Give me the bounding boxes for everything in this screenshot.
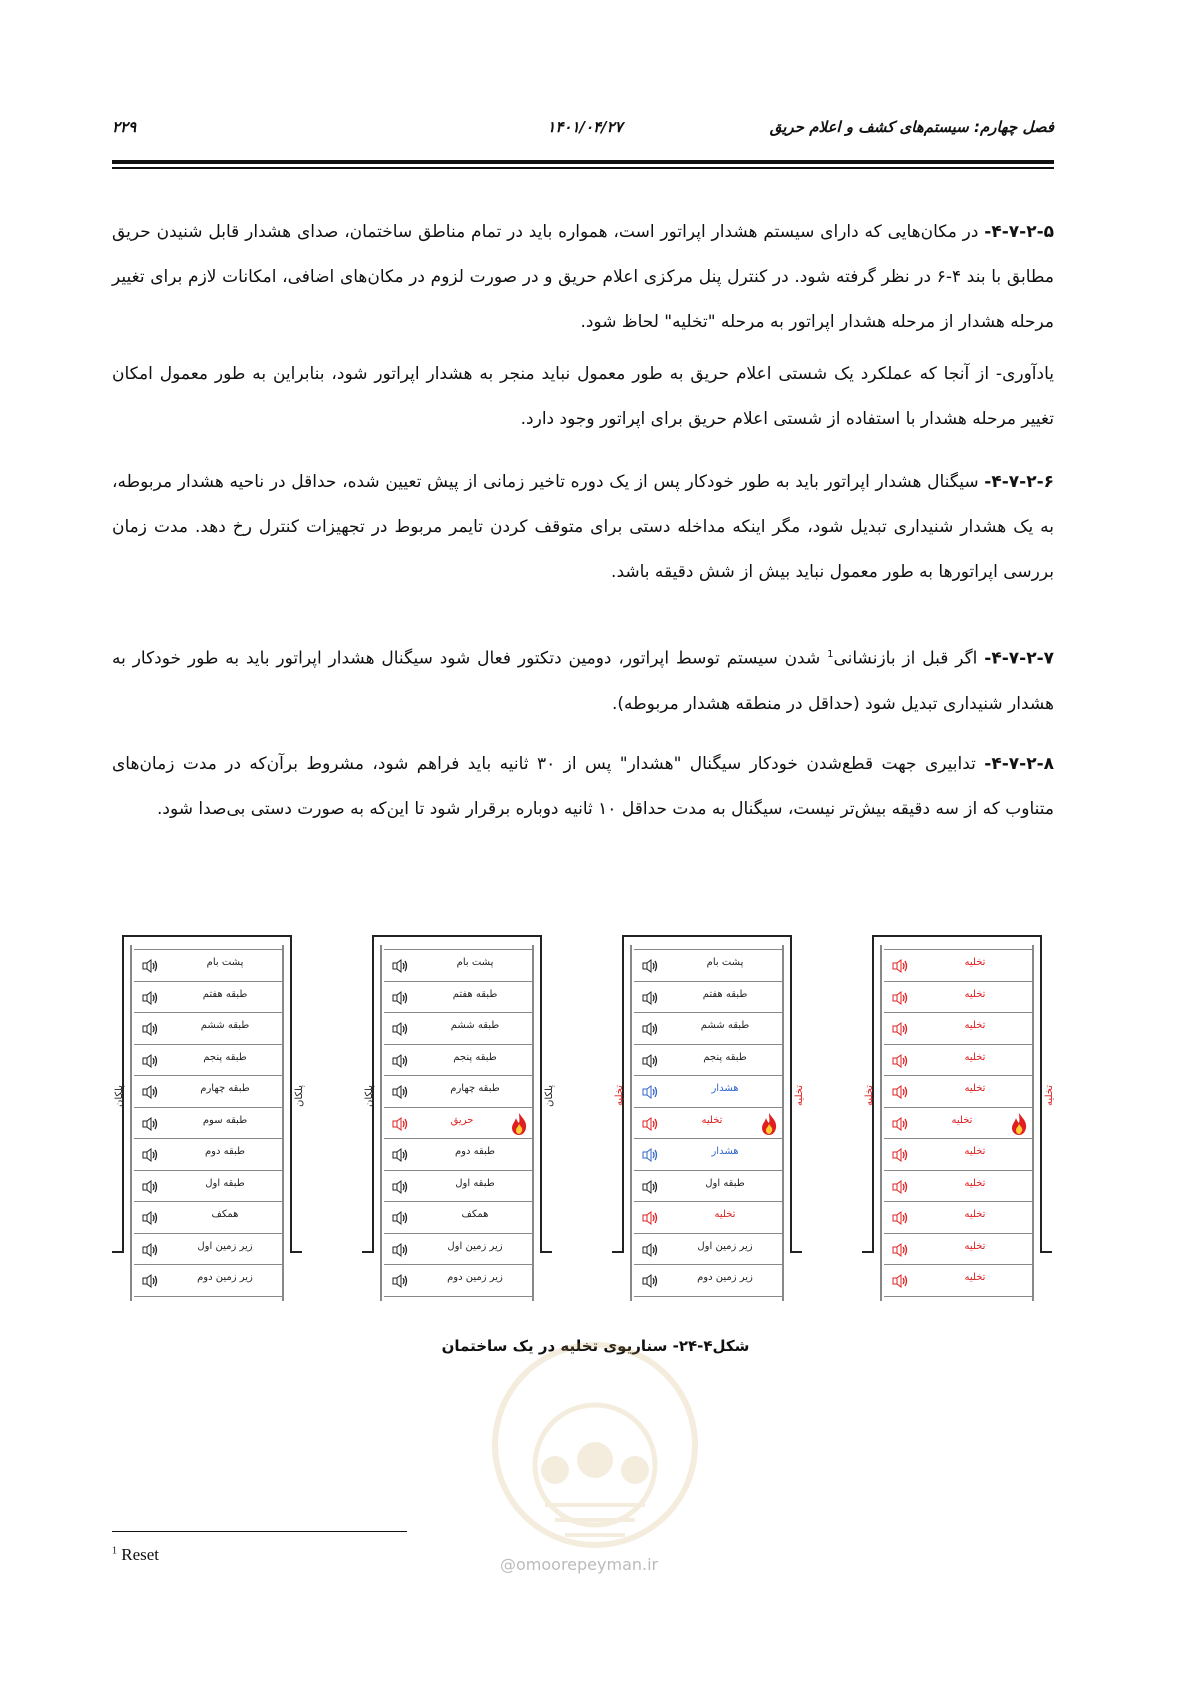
building-wall bbox=[880, 945, 882, 1301]
floor-row bbox=[884, 1075, 1034, 1108]
paragraph-number: ۴-۷-۲-۵- bbox=[984, 222, 1054, 242]
speaker-icon bbox=[642, 1274, 660, 1288]
building-wall bbox=[362, 1251, 374, 1253]
floor-row bbox=[884, 1170, 1034, 1203]
paragraph-number: ۴-۷-۲-۶- bbox=[984, 472, 1054, 492]
floor-label: تخلیه bbox=[964, 1240, 986, 1252]
building-wall bbox=[112, 1251, 124, 1253]
header-chapter: فصل چهارم: سیستم‌های کشف و اعلام حریق bbox=[769, 118, 1054, 136]
paragraph-4-7-2-5 bbox=[112, 210, 1054, 345]
footnote-text: Reset bbox=[121, 1545, 160, 1564]
speaker-icon bbox=[892, 1180, 910, 1194]
floor-row bbox=[884, 1012, 1034, 1045]
floor-label: طبقه چهارم bbox=[200, 1083, 250, 1094]
speaker-icon bbox=[392, 1211, 410, 1225]
floor-label: طبقه پنجم bbox=[703, 1051, 747, 1063]
building-diagram bbox=[862, 935, 1082, 1300]
floor-label: طبقه چهارم bbox=[450, 1083, 500, 1094]
speaker-icon bbox=[642, 1243, 660, 1257]
floor-row bbox=[134, 1107, 284, 1140]
speaker-icon bbox=[642, 1117, 660, 1131]
speaker-icon bbox=[392, 1180, 410, 1194]
speaker-icon bbox=[892, 959, 910, 973]
floor-label: طبقه ششم bbox=[200, 1020, 250, 1031]
floor-row bbox=[634, 1201, 784, 1234]
floor-row bbox=[634, 949, 784, 982]
floor-label: تخلیه bbox=[964, 1051, 986, 1063]
stairwell-label: پلکان bbox=[294, 1085, 305, 1108]
fire-icon bbox=[510, 1112, 528, 1136]
floor-row bbox=[384, 1044, 534, 1077]
building-wall bbox=[380, 945, 382, 1301]
paragraph-text: تدابیری جهت قطع‌شدن خودکار سیگنال "هشدار" پس از ۳۰ ثانیه باید فراهم شود، مشروط برآن‌که در مدت زمان‌های متناوب که از سه دقیقه بیش‌تر نیست، سیگنال به مدت حداقل ۱۰ ثانیه دوباره برقرار شود تا این‌که به صورت دستی بی‌صدا شود. bbox=[112, 754, 1054, 819]
building-wall bbox=[372, 935, 542, 937]
floor-row bbox=[634, 981, 784, 1014]
floor-label: هشدار bbox=[711, 1146, 739, 1157]
stairwell-label: تخلیه bbox=[794, 1085, 805, 1106]
speaker-icon bbox=[392, 991, 410, 1005]
paragraph-text: اگر قبل از بازنشانی bbox=[833, 648, 985, 669]
speaker-icon bbox=[892, 1211, 910, 1225]
floor-label: هشدار bbox=[711, 1083, 739, 1094]
speaker-icon bbox=[142, 1022, 160, 1036]
building-wall bbox=[630, 945, 632, 1301]
floor-label: طبقه ششم bbox=[450, 1020, 500, 1031]
floor-label: تخلیه bbox=[964, 1020, 986, 1031]
floor-label: طبقه ششم bbox=[700, 1020, 750, 1031]
floor-row bbox=[134, 1012, 284, 1045]
speaker-icon bbox=[892, 1022, 910, 1036]
building-wall bbox=[290, 1251, 302, 1253]
floor-label: طبقه هفتم bbox=[452, 988, 498, 1000]
floor-label: طبقه اول bbox=[205, 1177, 245, 1189]
header-rule-thin bbox=[112, 167, 1054, 169]
speaker-icon bbox=[642, 1022, 660, 1036]
floor-label: تخلیه bbox=[964, 1209, 986, 1220]
speaker-icon bbox=[642, 1211, 660, 1225]
floor-row bbox=[634, 1264, 784, 1297]
floor-row bbox=[384, 981, 534, 1014]
floor-row bbox=[634, 1044, 784, 1077]
floor-label: زیر زمین دوم bbox=[697, 1272, 753, 1283]
watermark-url: @omoorepeyman.ir bbox=[500, 1555, 659, 1574]
building-wall bbox=[1040, 1251, 1052, 1253]
speaker-icon bbox=[892, 1274, 910, 1288]
building-wall bbox=[130, 945, 132, 1301]
speaker-icon bbox=[142, 1243, 160, 1257]
floor-row bbox=[384, 1012, 534, 1045]
floor-row bbox=[884, 1201, 1034, 1234]
note-text: یادآوری- از آنجا که عملکرد یک شستی اعلام حریق به طور معمول نباید منجر به هشدار اپراتور شود، بنابراین به طور معمول امکان تغییر مرحله هشدار با استفاده از شستی اعلام حریق برای اپراتور وجود دارد. bbox=[112, 364, 1054, 429]
floor-row bbox=[634, 1012, 784, 1045]
floor-row bbox=[634, 1107, 784, 1140]
floor-label: طبقه پنجم bbox=[203, 1051, 247, 1063]
speaker-icon bbox=[392, 1243, 410, 1257]
floor-row bbox=[634, 1233, 784, 1266]
speaker-icon bbox=[892, 1085, 910, 1099]
floor-label: تخلیه bbox=[964, 957, 986, 968]
floor-label: زیر زمین دوم bbox=[197, 1272, 253, 1283]
paragraph-number: ۴-۷-۲-۷- bbox=[984, 648, 1054, 669]
floor-row bbox=[134, 1044, 284, 1077]
floor-label: طبقه اول bbox=[705, 1177, 745, 1189]
evacuation-figure bbox=[112, 935, 1072, 1315]
footnote bbox=[112, 1545, 159, 1565]
floor-row bbox=[634, 1138, 784, 1171]
speaker-icon bbox=[142, 991, 160, 1005]
floor-row bbox=[134, 1201, 284, 1234]
footnote-rule bbox=[112, 1531, 407, 1532]
floor-label: طبقه اول bbox=[455, 1177, 495, 1189]
watermark-logo bbox=[485, 1330, 705, 1560]
stairwell-label: پلکان bbox=[364, 1085, 375, 1108]
floor-label: همکف bbox=[211, 1209, 239, 1220]
floor-row bbox=[634, 1170, 784, 1203]
floor-stack bbox=[634, 949, 784, 1296]
stairwell-label: تخلیه bbox=[864, 1085, 875, 1106]
floor-label: تخلیه bbox=[964, 1272, 986, 1283]
floor-label: طبقه هفتم bbox=[202, 988, 248, 1000]
building-wall bbox=[1040, 935, 1042, 1253]
building-wall bbox=[612, 1251, 624, 1253]
floor-row bbox=[134, 1264, 284, 1297]
paragraph-text: سیگنال هشدار اپراتور باید به طور خودکار پس از یک دوره تاخیر زمانی از پیش تعیین شده، حداقل در ناحیه هشدار مربوطه، به یک هشدار شنیداری تبدیل شود، مگر اینکه مداخله دستی برای متوقف کردن تایمر مربوط در تجهیزات کنترل رخ دهد. مدت زمان بررسی اپراتورها به طور معمول نباید بیش از شش دقیقه باشد. bbox=[112, 472, 1054, 582]
speaker-icon bbox=[892, 1148, 910, 1162]
speaker-icon bbox=[892, 1117, 910, 1131]
floor-label: تخلیه bbox=[964, 1083, 986, 1094]
speaker-icon bbox=[142, 1117, 160, 1131]
speaker-icon bbox=[642, 1085, 660, 1099]
floor-stack bbox=[884, 949, 1034, 1296]
speaker-icon bbox=[642, 1148, 660, 1162]
caption-number: شکل۴-۲۴- bbox=[672, 1337, 750, 1355]
floor-row bbox=[884, 1138, 1034, 1171]
floor-row bbox=[884, 1107, 1034, 1140]
paragraph-number: ۴-۷-۲-۸- bbox=[984, 754, 1054, 774]
header-date: ۱۴۰۱/۰۴/۲۷ bbox=[547, 118, 623, 136]
floor-row bbox=[384, 1170, 534, 1203]
fire-icon bbox=[1010, 1112, 1028, 1136]
floor-row bbox=[134, 949, 284, 982]
paragraph-text: در مکان‌هایی که دارای سیستم هشدار اپراتور است، همواره باید در تمام مناطق ساختمان، صدای هشدار قابل شنیدن حریق مطابق با بند ۴-۶ در نظر گرفته شود. در کنترل پنل مرکزی اعلام حریق و در صورت لزوم در مکان‌های اضافی، امکانات لازم برای تغییر مرحله هشدار از مرحله هشدار اپراتور به مرحله "تخلیه" لحاظ شود. bbox=[112, 222, 1054, 332]
floor-stack bbox=[384, 949, 534, 1296]
floor-label: تخلیه bbox=[714, 1209, 736, 1220]
building-diagram bbox=[612, 935, 832, 1300]
caption-text: سناریوی تخلیه در یک ساختمان bbox=[441, 1337, 673, 1355]
stairwell-label: تخلیه bbox=[614, 1085, 625, 1106]
floor-label: حریق bbox=[450, 1114, 474, 1126]
speaker-icon bbox=[642, 1054, 660, 1068]
floor-row bbox=[384, 949, 534, 982]
fire-icon bbox=[760, 1112, 778, 1136]
floor-label: زیر زمین دوم bbox=[447, 1272, 503, 1283]
speaker-icon bbox=[892, 991, 910, 1005]
speaker-icon bbox=[142, 1148, 160, 1162]
floor-label: طبقه دوم bbox=[454, 1146, 496, 1157]
header-page-number: ۲۲۹ bbox=[112, 118, 137, 136]
header-rule-thick bbox=[112, 160, 1054, 164]
stairwell-label: تخلیه bbox=[1044, 1085, 1055, 1106]
building-wall bbox=[622, 935, 792, 937]
speaker-icon bbox=[142, 1085, 160, 1099]
floor-row bbox=[384, 1264, 534, 1297]
paragraph-4-7-2-6 bbox=[112, 460, 1054, 595]
speaker-icon bbox=[142, 1274, 160, 1288]
floor-label: پشت بام bbox=[706, 957, 744, 968]
paragraph-4-7-2-7 bbox=[112, 632, 1054, 727]
speaker-icon bbox=[642, 1180, 660, 1194]
speaker-icon bbox=[142, 1180, 160, 1194]
speaker-icon bbox=[392, 1117, 410, 1131]
building-wall bbox=[862, 1251, 874, 1253]
speaker-icon bbox=[392, 1022, 410, 1036]
floor-row bbox=[884, 1044, 1034, 1077]
floor-row bbox=[134, 981, 284, 1014]
building-diagram bbox=[362, 935, 582, 1300]
speaker-icon bbox=[392, 1085, 410, 1099]
floor-label: پشت بام bbox=[206, 957, 244, 968]
speaker-icon bbox=[392, 1054, 410, 1068]
floor-label: همکف bbox=[461, 1209, 489, 1220]
speaker-icon bbox=[892, 1054, 910, 1068]
footnote-ref: 1 bbox=[827, 649, 834, 660]
floor-row bbox=[384, 1201, 534, 1234]
floor-row bbox=[134, 1170, 284, 1203]
stairwell-label: پلکان bbox=[544, 1085, 555, 1108]
paragraph-note bbox=[112, 352, 1054, 442]
speaker-icon bbox=[142, 959, 160, 973]
floor-row bbox=[634, 1075, 784, 1108]
speaker-icon bbox=[642, 991, 660, 1005]
speaker-icon bbox=[142, 1211, 160, 1225]
floor-row bbox=[384, 1233, 534, 1266]
floor-label: طبقه پنجم bbox=[453, 1051, 497, 1063]
building-wall bbox=[290, 935, 292, 1253]
building-wall bbox=[872, 935, 1042, 937]
floor-row bbox=[884, 1264, 1034, 1297]
floor-stack bbox=[134, 949, 284, 1296]
speaker-icon bbox=[392, 959, 410, 973]
floor-label: زیر زمین اول bbox=[697, 1240, 753, 1252]
building-wall bbox=[122, 935, 292, 937]
floor-label: زیر زمین اول bbox=[197, 1240, 253, 1252]
paragraph-text: شدن سیستم توسط اپراتور، دومین دتکتور فعال شود سیگنال هشدار اپراتور باید به طور خودکار به هشدار شنیداری تبدیل شود (حداقل در منطقه هشدار مربوطه). bbox=[112, 648, 1054, 714]
floor-row bbox=[384, 1075, 534, 1108]
floor-label: پشت بام bbox=[456, 957, 494, 968]
floor-label: طبقه دوم bbox=[204, 1146, 246, 1157]
speaker-icon bbox=[392, 1274, 410, 1288]
building-wall bbox=[790, 935, 792, 1253]
building-diagram bbox=[112, 935, 332, 1300]
speaker-icon bbox=[392, 1148, 410, 1162]
floor-row bbox=[884, 949, 1034, 982]
floor-row bbox=[134, 1138, 284, 1171]
floor-label: تخلیه bbox=[964, 1146, 986, 1157]
building-wall bbox=[540, 1251, 552, 1253]
floor-label: تخلیه bbox=[701, 1114, 723, 1126]
floor-row bbox=[134, 1233, 284, 1266]
stairwell-label: پلکان bbox=[114, 1085, 125, 1108]
floor-row bbox=[134, 1075, 284, 1108]
floor-row bbox=[884, 1233, 1034, 1266]
speaker-icon bbox=[892, 1243, 910, 1257]
floor-label: طبقه هفتم bbox=[702, 988, 748, 1000]
building-wall bbox=[790, 1251, 802, 1253]
floor-label: زیر زمین اول bbox=[447, 1240, 503, 1252]
footnote-mark: 1 bbox=[112, 1545, 117, 1557]
floor-label: تخلیه bbox=[964, 988, 986, 1000]
speaker-icon bbox=[142, 1054, 160, 1068]
building-wall bbox=[540, 935, 542, 1253]
floor-row bbox=[384, 1138, 534, 1171]
floor-row bbox=[384, 1107, 534, 1140]
floor-row bbox=[884, 981, 1034, 1014]
speaker-icon bbox=[642, 959, 660, 973]
paragraph-4-7-2-8 bbox=[112, 742, 1054, 832]
floor-label: تخلیه bbox=[951, 1114, 973, 1126]
floor-label: طبقه سوم bbox=[202, 1114, 248, 1126]
floor-label: تخلیه bbox=[964, 1177, 986, 1189]
